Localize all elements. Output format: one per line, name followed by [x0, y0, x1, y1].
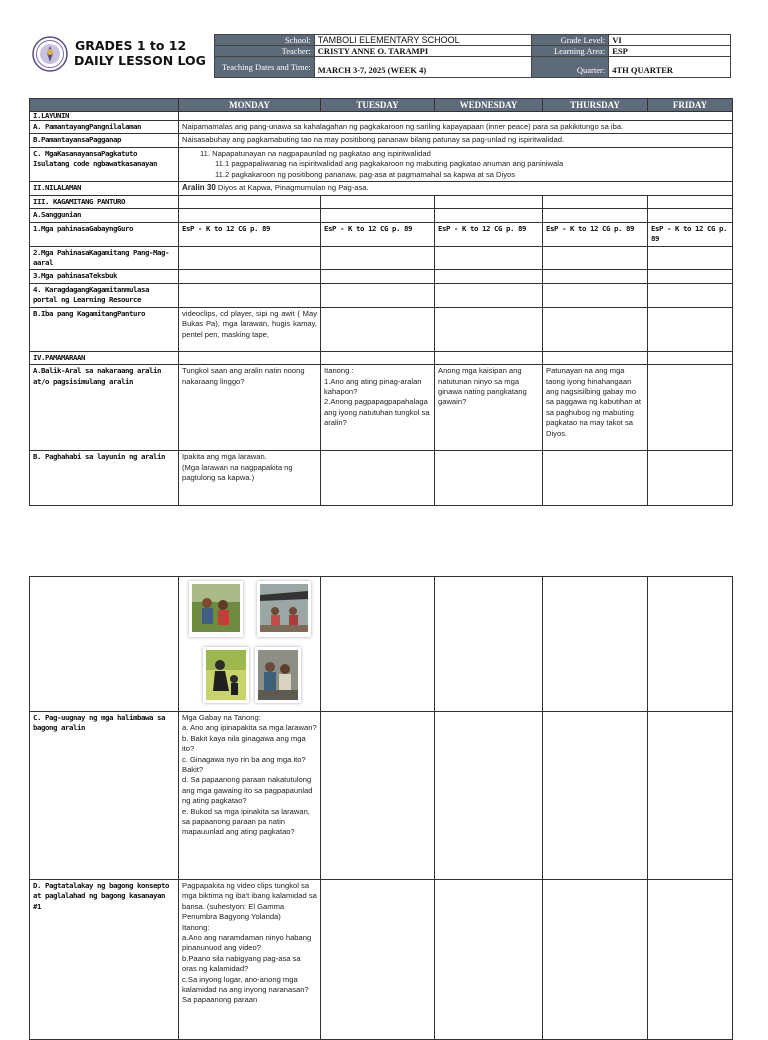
day-header-thursday: THURSDAY — [543, 99, 648, 112]
form-title-line1: GRADES 1 to 12 — [75, 38, 187, 53]
empty-cell — [30, 577, 179, 712]
kasanayan-label: C. MgaKasanayansaPagkatuto Isulatang code ngbawatkasanayan — [30, 147, 179, 181]
corner-cell — [30, 99, 179, 112]
grade-value: VI — [609, 35, 731, 46]
empty-cell — [648, 365, 733, 451]
empty-cell — [648, 307, 733, 351]
empty-cell — [321, 196, 435, 209]
empty-cell — [321, 246, 435, 270]
empty-cell — [648, 880, 733, 1040]
iba-kagamitan-label: B.Iba pang KagamitangPanturo — [30, 307, 179, 351]
empty-cell — [179, 270, 321, 283]
karagdagang-label: 4. KaragdagangKagamitanmulasa portal ng Learning Resource — [30, 283, 179, 307]
kagamitang-mag-aaral-label: 2.Mga PahinasaKagamitang Pang-Mag-aaral — [30, 246, 179, 270]
empty-cell — [179, 283, 321, 307]
photo-helping-1 — [189, 581, 243, 637]
photo-helping-4 — [255, 647, 301, 703]
empty-cell — [321, 351, 435, 364]
teacher-label: Teacher: — [215, 46, 315, 57]
pagtatalakay-monday: Pagpapakita ng video clips tungkol sa mga biktima ng iba't ibang kalamidad sa bansa. (suhestyon: El Gamma Penumbra Bagyong Yolanda) Itanong: a.Ano ang naramdaman ninyo habang pinanunuod ang video? b.Paano sila nabigyang pag-asa sa oras ng kalamidad? c.Sa inyong lugar, ano-anong mga kalamidad na ang inyong naranasan? Sa papaanong paraan — [179, 880, 321, 1040]
esp-ref-thursday: EsP - K to 12 CG p. 89 — [543, 222, 648, 246]
empty-cell — [648, 351, 733, 364]
pamantayang-label: A. PamantayangPangnilalaman — [30, 121, 179, 134]
kasanayan-line-2: 11.1 pagpapaliwanag na ispiritwalidad ang pagkakaroon ng mabuting pagkatao anuman ang paniniwala — [215, 159, 564, 169]
pamantayang-text: Naipamamalas ang pang-unawa sa kahalagahan ng pagkakaroon ng sariling kapayapaan (inner peace) para sa pakikitungo sa iba. — [179, 121, 733, 134]
empty-cell — [179, 246, 321, 270]
empty-cell — [435, 270, 543, 283]
lesson-log-table — [29, 98, 733, 506]
empty-cell — [179, 112, 733, 121]
kasanayan-cell — [179, 147, 733, 181]
paguugnay-monday: Mga Gabay na Tanong: a. Ano ang ipinapakita sa mga larawan? b. Bakit kaya nila ginagawa ang mga ito? c. Ginagawa nyo rin ba ang mga ito? Bakit? d. Sa papaanong paraan nakatutulong ang mga gawaing ito sa pagpapaunlad ng ating pagkatao? e. Bukod sa mga ipinakita sa larawan, sa papaanong paraan pa natin mapauunlad ang ating pagkatao? — [179, 712, 321, 880]
photo-helping-2 — [257, 581, 311, 637]
empty-cell — [648, 451, 733, 506]
empty-cell — [435, 880, 543, 1040]
empty-cell — [648, 196, 733, 209]
area-value: ESP — [609, 46, 731, 57]
teacher-value: CRISTY ANNE O. TARAMPI — [314, 46, 532, 57]
empty-cell — [543, 351, 648, 364]
empty-cell — [321, 270, 435, 283]
empty-cell — [648, 270, 733, 283]
empty-cell — [543, 712, 648, 880]
esp-ref-wednesday: EsP - K to 12 CG p. 89 — [435, 222, 543, 246]
empty-cell — [321, 880, 435, 1040]
empty-cell — [435, 246, 543, 270]
empty-cell — [648, 209, 733, 222]
pictures-cell — [179, 577, 321, 712]
area-label: Learning Area: — [532, 46, 609, 57]
quarter-label: Quarter: — [532, 57, 609, 78]
kasanayan-line-1: 11. Napapatunayan na nagpapaunlad ng pagkatao ang ispiritwalidad — [200, 148, 431, 158]
dates-value: MARCH 3-7, 2025 (WEEK 4) — [314, 57, 532, 78]
deped-seal-logo — [32, 36, 68, 72]
empty-cell — [543, 880, 648, 1040]
empty-cell — [321, 577, 435, 712]
balik-aral-label: A.Balik-Aral sa nakaraang aralin at/o pagsisimulang aralin — [30, 365, 179, 451]
photo-helping-3 — [203, 647, 249, 703]
form-title-line2: DAILY LESSON LOG — [74, 53, 206, 68]
day-header-wednesday: WEDNESDAY — [435, 99, 543, 112]
sanggunian-label: A.Sanggunian — [30, 209, 179, 222]
nilalaman-label: II.NILALAMAN — [30, 182, 179, 196]
pagganap-text: Naisasabuhay ang pagkamabuting tao na may positibong pananaw bilang patunay sa pag-unlad ng ispiritwalidad. — [179, 134, 733, 147]
empty-cell — [648, 246, 733, 270]
day-header-tuesday: TUESDAY — [321, 99, 435, 112]
empty-cell — [179, 209, 321, 222]
paguugnay-label: C. Pag-uugnay ng mga halimbawa sa bagong aralin — [30, 712, 179, 880]
kasanayan-line-3: 11.2 pagkakaroon ng positibong pananaw, pag-asa at pagmamahal sa kapwa at sa Diyos — [215, 169, 516, 179]
empty-cell — [543, 577, 648, 712]
paghahabi-monday: Ipakita ang mga larawan. (Mga larawan na nagpapakita ng pagtulong sa kapwa.) — [179, 451, 321, 506]
section-layunin: I.LAYUNIN — [30, 112, 179, 121]
empty-cell — [435, 351, 543, 364]
empty-cell — [321, 712, 435, 880]
empty-cell — [435, 577, 543, 712]
lesson-info-table — [214, 34, 731, 78]
empty-cell — [435, 196, 543, 209]
pamamaraan-label: IV.PAMAMARAAN — [30, 351, 179, 364]
empty-cell — [321, 283, 435, 307]
empty-cell — [321, 209, 435, 222]
balik-aral-tuesday: Itanong : 1.Ano ang ating pinag-aralan kahapon? 2.Anong pagpapagpapahalaga ang iyong natutuhan tungkol sa aralin? — [321, 365, 435, 451]
empty-cell — [543, 196, 648, 209]
day-header-monday: MONDAY — [179, 99, 321, 112]
pagtatalakay-label: D. Pagtatalakay ng bagong konsepto at paglalahad ng bagong kasanayan #1 — [30, 880, 179, 1040]
kagamitan-label: III. KAGAMITANG PANTURO — [30, 196, 179, 209]
empty-cell — [543, 209, 648, 222]
empty-cell — [435, 712, 543, 880]
esp-ref-tuesday: EsP - K to 12 CG p. 89 — [321, 222, 435, 246]
grade-label: Grade Level: — [532, 35, 609, 46]
balik-aral-monday: Tungkol saan ang aralin natin noong nakaraang linggo? — [179, 365, 321, 451]
empty-cell — [543, 246, 648, 270]
empty-cell — [435, 451, 543, 506]
empty-cell — [648, 712, 733, 880]
school-label: School: — [215, 35, 315, 46]
lesson-log-table-continued — [29, 576, 733, 1040]
aralin-number: Aralin 30 — [182, 183, 216, 193]
empty-cell — [321, 451, 435, 506]
empty-cell — [648, 283, 733, 307]
quarter-value: 4TH QUARTER — [609, 57, 731, 78]
empty-cell — [543, 307, 648, 351]
aralin-title: Diyos at Kapwa, Pinagmumulan ng Pag-asa. — [217, 183, 369, 193]
pagganap-label: B.PamantayansaPagganap — [30, 134, 179, 147]
dates-label: Teaching Dates and Time: — [215, 57, 315, 78]
aralin-cell — [179, 182, 733, 196]
iba-kagamitan-text: videoclips, cd player, sipi ng awit ( May Bukas Pa), mga larawan, hugis kamay, pentel pen, masking tape, — [179, 307, 321, 351]
empty-cell — [543, 451, 648, 506]
empty-cell — [543, 270, 648, 283]
empty-cell — [435, 209, 543, 222]
empty-cell — [648, 577, 733, 712]
balik-aral-thursday: Patunayan na ang mga taong iyong hinahangaan ang nagsisilbing gabay mo sa paggawa ng kabutihan at sa paghubog ng mabuting pagkatao na may takot sa Diyos. — [543, 365, 648, 451]
balik-aral-wednesday: Anong mga kaisipan ang natutunan ninyo sa mga ginawa nating pangkatang gawain? — [435, 365, 543, 451]
esp-ref-monday: EsP - K to 12 CG p. 89 — [179, 222, 321, 246]
empty-cell — [179, 351, 321, 364]
school-value: TAMBOLI ELEMENTARY SCHOOL — [314, 35, 532, 46]
empty-cell — [179, 196, 321, 209]
form-title — [74, 38, 206, 68]
day-header-friday: FRIDAY — [648, 99, 733, 112]
empty-cell — [543, 283, 648, 307]
esp-ref-friday: EsP - K to 12 CG p. 89 — [648, 222, 733, 246]
paghahabi-label: B. Paghahabi sa layunin ng aralin — [30, 451, 179, 506]
empty-cell — [321, 307, 435, 351]
empty-cell — [435, 307, 543, 351]
empty-cell — [435, 283, 543, 307]
teksbuk-label: 3.Mga pahinasaTeksbuk — [30, 270, 179, 283]
gabay-guro-label: 1.Mga pahinasaGabayngGuro — [30, 222, 179, 246]
